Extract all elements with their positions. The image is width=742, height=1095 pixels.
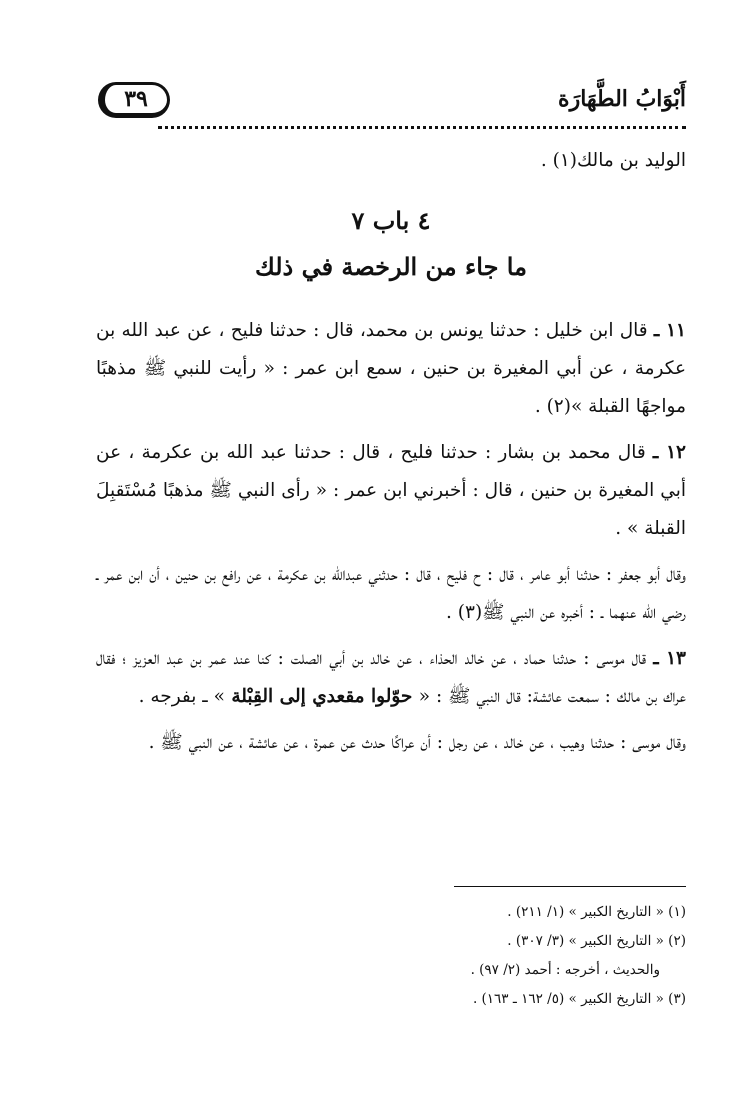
footnote-separator bbox=[454, 886, 686, 887]
footnote-2: (٢) « التاريخ الكبير » (٣/ ٣٠٧) . bbox=[507, 933, 686, 949]
hadith-paragraph-13-second-chain bbox=[96, 724, 686, 762]
main-text bbox=[96, 142, 686, 770]
page-number-badge bbox=[98, 82, 170, 118]
hadith-paragraph-13 bbox=[96, 640, 686, 716]
hadith-paragraph-12 bbox=[96, 434, 686, 548]
footnotes bbox=[200, 898, 686, 1014]
hadith-number: ١٣ ـ bbox=[653, 648, 686, 669]
prophetic-quote: حوّلوا مقعدي إلى القِبْلة bbox=[224, 686, 419, 707]
hadith-text: قال موسى : حدثنا حماد ، عن خالد الحذاء ، عن خالد بن أبي الصلت : كنا عند عمر بن عبد العزيز ؛ فقال عراك بن مالك : سمعت عائشة: قال النبي ﷺ : « bbox=[96, 648, 686, 707]
page-number: ٣٩ bbox=[124, 86, 148, 112]
hadith-number: ١١ ـ bbox=[653, 320, 686, 341]
chapter-title: ما جاء من الرخصة في ذلك bbox=[255, 252, 527, 281]
hadith-text: وقال أبو جعفر : حدثنا أبو عامر ، قال : ح فليح ، قال : حدثني عبدالله بن عكرمة ، عن رافع بن حنين ، أن ابن عمر ـ رضي الله عنهما ـ : أخبره عن النبي ﷺ(٣) . bbox=[96, 564, 686, 623]
footnote-1: (١) « التاريخ الكبير » (١/ ٢١١) . bbox=[507, 904, 686, 920]
hadith-text: قال محمد بن بشار : حدثنا فليح ، قال : حدثنا عبد الله بن عكرمة ، عن أبي المغيرة بن حنين ، قال : أخبرني ابن عمر : « رأى النبي ﷺ مذهبًا مُسْتَقبِلَ القبلة » . bbox=[96, 442, 686, 539]
footnote-2-continuation: والحديث ، أخرجه : أحمد (٢/ ٩٧) . bbox=[470, 962, 660, 978]
page-header bbox=[98, 78, 686, 130]
hadith-paragraph-11 bbox=[96, 312, 686, 426]
continuation-line: الوليد بن مالك(١) . bbox=[540, 150, 686, 171]
running-title: أَبْوَابُ الطَّهَارَة bbox=[558, 86, 686, 112]
footnote-3: (٣) « التاريخ الكبير » (٥/ ١٦٢ ـ ١٦٣) . bbox=[472, 991, 686, 1007]
hadith-paragraph-12-second-chain bbox=[96, 556, 686, 632]
header-dotted-rule bbox=[158, 126, 686, 129]
hadith-number: ١٢ ـ bbox=[652, 442, 686, 463]
hadith-text: وقال موسى : حدثنا وهيب ، عن خالد ، عن رجل : أن عراكًا حدث عن عمرة ، عن عائشة ، عن النبي ﷺ . bbox=[148, 732, 686, 753]
chapter-number: ٤ باب ٧ bbox=[351, 206, 431, 235]
hadith-text-end: » ـ بفرجه . bbox=[138, 686, 225, 707]
hadith-text: قال ابن خليل : حدثنا يونس بن محمد، قال : حدثنا فليح ، عن عبد الله بن عكرمة ، عن أبي المغيرة بن حنين ، سمع ابن عمر : « رأيت للنبي ﷺ مذهبًا مواجهًا القبلة »(٢) . bbox=[96, 320, 686, 417]
